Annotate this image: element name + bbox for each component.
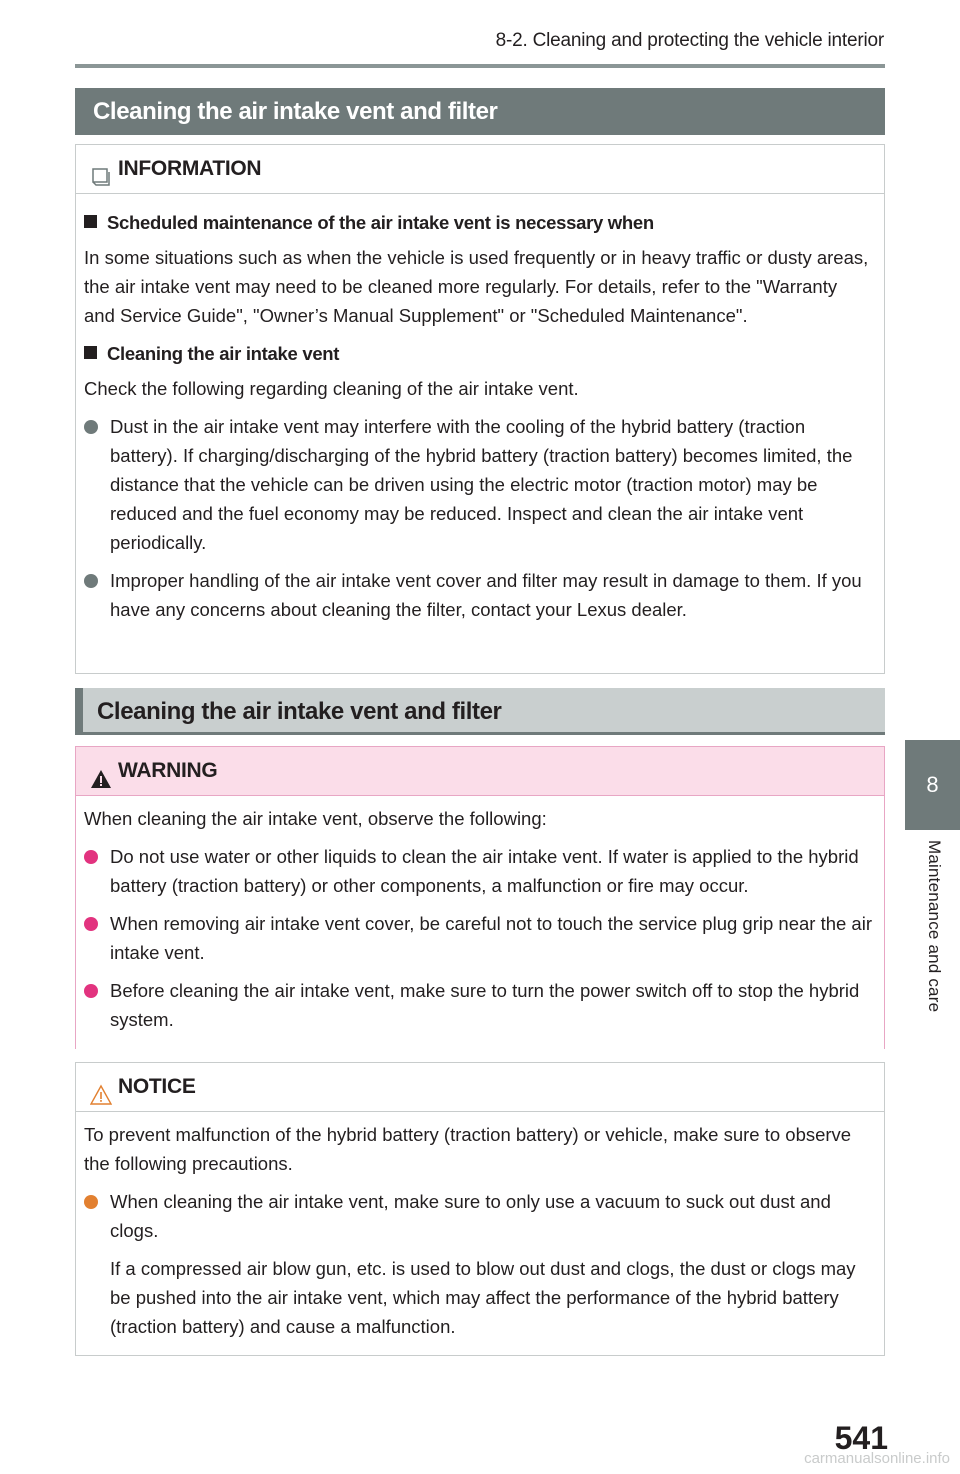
information-subhead-1: Scheduled maintenance of the air intake vent is necessary when <box>84 208 872 237</box>
chapter-label: Maintenance and care <box>925 840 944 1013</box>
warning-bullet: Do not use water or other liquids to clean the air intake vent. If water is applied to the hybrid battery (traction battery) or other components, a malfunction or fire may occur. <box>84 842 872 900</box>
warning-header <box>76 747 884 796</box>
book-icon <box>90 158 112 180</box>
information-subhead-2: Cleaning the air intake vent <box>84 339 872 368</box>
information-bullet: Dust in the air intake vent may interfere with the cooling of the hybrid battery (traction battery). If charging/discharging of the hybrid battery (traction battery) becomes limited, the distance that the vehicle can be driven using the electric motor (traction motor) may be reduced and the fuel economy may be reduced. Inspect and clean the air intake vent periodically. <box>84 412 872 557</box>
notice-intro: To prevent malfunction of the hybrid battery (traction battery) or vehicle, make sure to observe the following precautions. <box>84 1124 852 1174</box>
section-banner-2: Cleaning the air intake vent and filter <box>75 688 885 735</box>
notice-triangle-icon <box>90 1076 112 1098</box>
notice-label: NOTICE <box>118 1075 196 1098</box>
section-banner-1: Cleaning the air intake vent and filter <box>75 88 885 135</box>
header-section-title: 8-2. Cleaning and protecting the vehicle interior <box>495 30 884 51</box>
chapter-tab: 8 <box>905 740 960 830</box>
page-number: 541 <box>834 1420 888 1456</box>
information-header <box>76 145 884 194</box>
warning-bullet: Before cleaning the air intake vent, make sure to turn the power switch off to stop the hybrid system. <box>84 976 872 1034</box>
information-label: INFORMATION <box>118 157 262 180</box>
warning-box <box>75 746 885 1049</box>
notice-header <box>76 1063 884 1112</box>
watermark: carmanualsonline.info <box>804 1450 950 1467</box>
bullet-dot-icon <box>84 917 98 931</box>
square-bullet-icon <box>84 215 97 228</box>
header-divider <box>75 64 885 68</box>
information-paragraph-1: In some situations such as when the vehicle is used frequently or in heavy traffic or dusty areas, the air intake vent may need to be cleaned more regularly. For details, refer to the "Warranty and Service Guide", "Owner’s Manual Supplement" or "Scheduled Maintenance". <box>84 247 869 326</box>
information-bullet: Improper handling of the air intake vent cover and filter may result in damage to them. If you have any concerns about cleaning the filter, contact your Lexus dealer. <box>84 566 872 624</box>
notice-box <box>75 1062 885 1356</box>
bullet-dot-icon <box>84 984 98 998</box>
notice-followup: If a compressed air blow gun, etc. is used to blow out dust and clogs, the dust or clogs may be pushed into the air intake vent, which may affect the performance of the hybrid battery (traction battery) and cause a malfunction. <box>110 1258 856 1337</box>
warning-intro: When cleaning the air intake vent, observe the following: <box>84 808 547 829</box>
bullet-dot-icon <box>84 574 98 588</box>
notice-bullet: When cleaning the air intake vent, make sure to only use a vacuum to suck out dust and clogs. <box>84 1187 872 1245</box>
warning-bullet: When removing air intake vent cover, be careful not to touch the service plug grip near the air intake vent. <box>84 909 872 967</box>
bullet-dot-icon <box>84 850 98 864</box>
bullet-dot-icon <box>84 420 98 434</box>
square-bullet-icon <box>84 346 97 359</box>
warning-triangle-icon <box>90 760 112 782</box>
information-box <box>75 144 885 674</box>
information-paragraph-2: Check the following regarding cleaning of the air intake vent. <box>84 378 579 399</box>
bullet-dot-icon <box>84 1195 98 1209</box>
warning-label: WARNING <box>118 759 218 782</box>
